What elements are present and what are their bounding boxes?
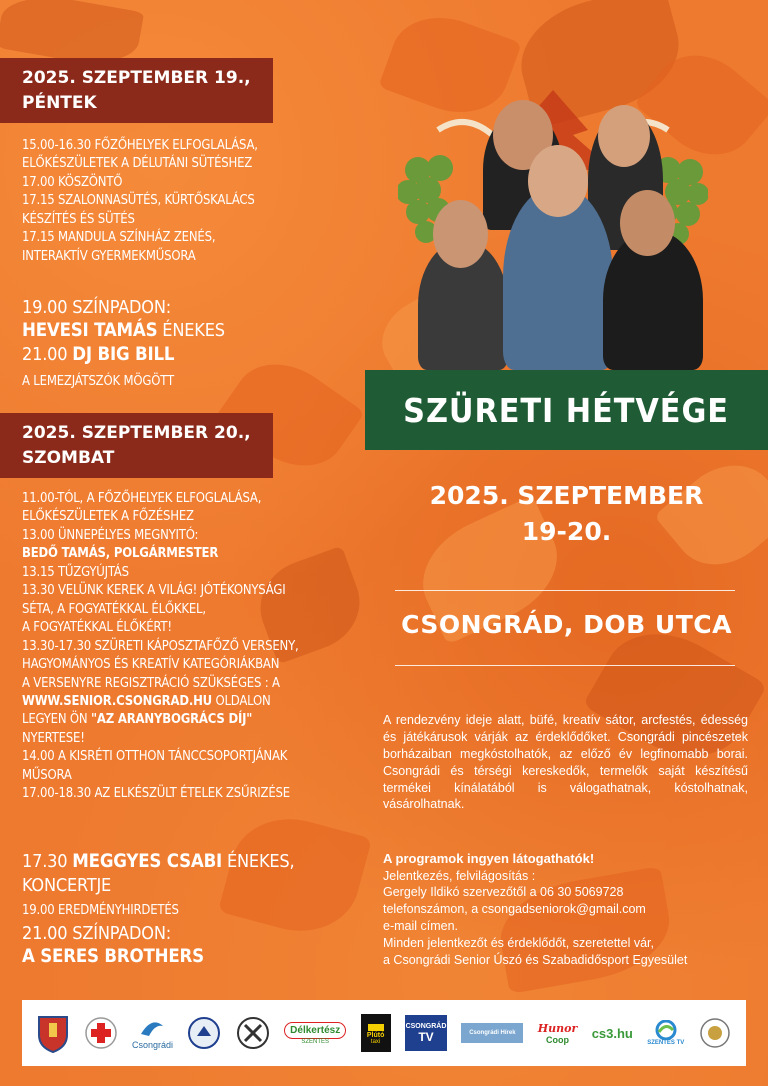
coat-of-arms-logo bbox=[37, 1013, 69, 1053]
schedule-item: 17.00 KÖSZÖNTŐ bbox=[22, 174, 123, 190]
concert-name: MEGGYES CSABI bbox=[72, 851, 223, 872]
day2-stage bbox=[22, 922, 362, 969]
csongradi-hirek-text: Csongrádi Hírek bbox=[469, 1030, 516, 1036]
concert-role: ÉNEKES, bbox=[222, 851, 295, 872]
szentes-tv-logo bbox=[647, 1020, 684, 1046]
prize-name: "AZ ARANYBOGRÁCS DÍJ" bbox=[90, 712, 253, 728]
schedule-item: 13.00 ÜNNEPÉLYES MEGNYITÓ: bbox=[22, 527, 199, 543]
dj-name: DJ BIG BILL bbox=[72, 344, 175, 366]
schedule-item: 13.15 TŰZGYÚJTÁS bbox=[22, 564, 129, 580]
results-wrap bbox=[22, 902, 362, 920]
divider bbox=[395, 590, 735, 591]
event-description: A rendezvény ideje alatt, büfé, kreatív sátor, arcfestés, édesség és játékárusok várják az érdeklődőket. Csongrádi pincészetek borházaiban megkóstolhatók, az előző év legfinomabb borai. Csongrádi és térségi kereskedők, termelők saját készítésű termékei kínálatából is válogathatnak, kóstolhatnak, vásárolhatnak. bbox=[383, 713, 748, 812]
cs3-logo bbox=[592, 1026, 633, 1041]
dj-time: 21.00 bbox=[22, 344, 73, 366]
prize-prefix: LEGYEN ÖN bbox=[22, 712, 91, 728]
day2-date-bar bbox=[0, 413, 273, 478]
headliner: A SERES BROTHERS bbox=[22, 946, 204, 968]
schedule-item: 13.30-17.30 SZÜRETI KÁPOSZTAFŐZŐ VERSENY, bbox=[22, 638, 299, 654]
hunor-coop-text1: Hunor bbox=[537, 1021, 578, 1035]
title-band bbox=[365, 370, 768, 450]
contact-line: a Csongrádi Senior Úszó és Szabadidősport Egyesület bbox=[383, 952, 688, 967]
event-place: CSONGRÁD, DOB UTCA bbox=[401, 610, 732, 639]
szentes-tv-text: SZENTES TV bbox=[647, 1040, 685, 1046]
delkertesz-logo-sub: SZENTES bbox=[301, 1038, 330, 1045]
hunor-coop-logo bbox=[538, 1022, 578, 1045]
schedule-item: ELŐKÉSZÜLETEK A FŐZÉSHEZ bbox=[22, 509, 194, 525]
csongradi-hirek-logo bbox=[461, 1023, 523, 1043]
delkertesz-logo-text: Délkertész bbox=[284, 1022, 346, 1039]
performers-photo bbox=[398, 90, 708, 370]
results: 19.00 EREDMÉNYHIRDETÉS bbox=[22, 903, 179, 918]
delkertesz-logo bbox=[284, 1022, 346, 1045]
performer-name: HEVESI TAMÁS bbox=[22, 320, 158, 342]
pluto-taxi-logo bbox=[361, 1014, 391, 1052]
schedule-item: KÉSZÍTÉS ÉS SÜTÉS bbox=[22, 211, 135, 227]
dj-note-wrap bbox=[22, 373, 362, 391]
program-column bbox=[0, 0, 365, 990]
schedule-item: A FOGYATÉKKAL ÉLŐKÉRT! bbox=[22, 620, 172, 636]
schedule-item: SÉTA, A FOGYATÉKKAL ÉLŐKKEL, bbox=[22, 601, 206, 617]
cs3-logo-text: cs3.hu bbox=[591, 1025, 633, 1041]
event-info bbox=[365, 450, 768, 995]
medical-cross-logo bbox=[84, 1016, 118, 1050]
day1-date-bar bbox=[0, 58, 273, 123]
website-link[interactable]: WWW.SENIOR.CSONGRAD.HU bbox=[22, 693, 212, 709]
schedule-item: NYERTESE! bbox=[22, 730, 85, 746]
contact-line: e-mail címen. bbox=[383, 919, 459, 934]
csongrad-tv-text: CSONGRÁD bbox=[405, 1022, 447, 1030]
pluto-taxi-text: Plútó bbox=[366, 1031, 385, 1039]
dj-note: A LEMEZJÁTSZÓK MÖGÖTT bbox=[22, 374, 174, 389]
performer-role: ÉNEKES bbox=[157, 320, 225, 342]
day2-weekday: SZOMBAT bbox=[22, 447, 115, 468]
contact-line: Jelentkezés, felvilágosítás : bbox=[383, 868, 536, 883]
csongradi-logo-text: Csongrádi bbox=[131, 1040, 173, 1050]
event-date-line2: 19-20. bbox=[521, 517, 612, 547]
schedule-item: 15.00-16.30 FŐZŐHELYEK ELFOGLALÁSA, bbox=[22, 138, 258, 153]
schedule-item: 13.30 VELÜNK KEREK A VILÁG! JÓTÉKONYSÁGI bbox=[22, 583, 286, 599]
schedule-item: HAGYOMÁNYOS ÉS KREATÍV KATEGÓRIÁKBAN bbox=[22, 657, 280, 673]
association-logo bbox=[236, 1016, 270, 1050]
event-title: SZÜRETI HÉTVÉGE bbox=[403, 390, 730, 430]
seal-logo bbox=[187, 1016, 221, 1050]
day2-concert bbox=[22, 850, 362, 897]
schedule-item: 17.15 MANDULA SZÍNHÁZ ZENÉS, bbox=[22, 230, 216, 246]
contact-line: Gergely Ildikó szervezőtől a 06 30 5069728 bbox=[383, 885, 624, 900]
csongradi-logo bbox=[132, 1016, 173, 1050]
schedule-item: ELŐKÉSZÜLETEK A DÉLUTÁNI SÜTÉSHEZ bbox=[22, 156, 253, 172]
event-date-line1: 2025. SZEPTEMBER bbox=[429, 481, 704, 510]
day1-schedule bbox=[22, 137, 362, 266]
csongrad-tv-logo bbox=[405, 1015, 447, 1051]
day1-date: 2025. SZEPTEMBER 19., bbox=[22, 68, 251, 88]
stage-time: 21.00 SZÍNPADON: bbox=[22, 923, 172, 944]
pluto-taxi-sub: taxi bbox=[370, 1038, 381, 1045]
schedule-item: 17.15 SZALONNASÜTÉS, KÜRTŐSKALÁCS bbox=[22, 193, 255, 209]
hunor-coop-text2: Coop bbox=[546, 1034, 570, 1045]
website-suffix: OLDALON bbox=[211, 693, 271, 709]
schedule-item: 11.00-TÓL, A FŐZŐHELYEK ELFOGLALÁSA, bbox=[22, 491, 262, 506]
contact-block bbox=[383, 850, 753, 969]
day2-date: 2025. SZEPTEMBER 20., bbox=[22, 423, 251, 443]
schedule-item: 17.00-18.30 AZ ELKÉSZÜLT ÉTELEK ZSŰRIZÉSE bbox=[22, 786, 290, 802]
free-entry: A programok ingyen látogathatók! bbox=[383, 851, 595, 866]
csongrad-tv-sub: TV bbox=[418, 1029, 434, 1044]
contact-line: telefonszámon, a csongadseniorok@gmail.com bbox=[383, 902, 646, 917]
divider bbox=[395, 665, 735, 666]
opener: BEDŐ TAMÁS, POLGÁRMESTER bbox=[22, 546, 219, 562]
sponsor-bar bbox=[22, 1000, 746, 1066]
day1-weekday: PÉNTEK bbox=[22, 92, 97, 113]
contact-line: Minden jelentkezőt és érdeklődőt, szeretettel vár, bbox=[383, 936, 654, 951]
day1-stage bbox=[22, 296, 362, 367]
stage-time: 19.00 SZÍNPADON: bbox=[22, 297, 172, 318]
schedule-item: INTERAKTÍV GYERMEKMŰSORA bbox=[22, 248, 196, 264]
schedule-item: MŰSORA bbox=[22, 767, 72, 783]
schedule-item: 14.00 A KISRÉTI OTTHON TÁNCCSOPORTJÁNAK bbox=[22, 749, 288, 765]
concert-time: 17.30 bbox=[22, 851, 73, 872]
concert-note: KONCERTJE bbox=[22, 875, 112, 897]
schedule-item: A VERSENYRE REGISZTRÁCIÓ SZÜKSÉGES : A bbox=[22, 675, 280, 691]
event-date bbox=[365, 478, 768, 551]
round-emblem-logo bbox=[699, 1017, 731, 1049]
day2-schedule bbox=[22, 490, 362, 804]
